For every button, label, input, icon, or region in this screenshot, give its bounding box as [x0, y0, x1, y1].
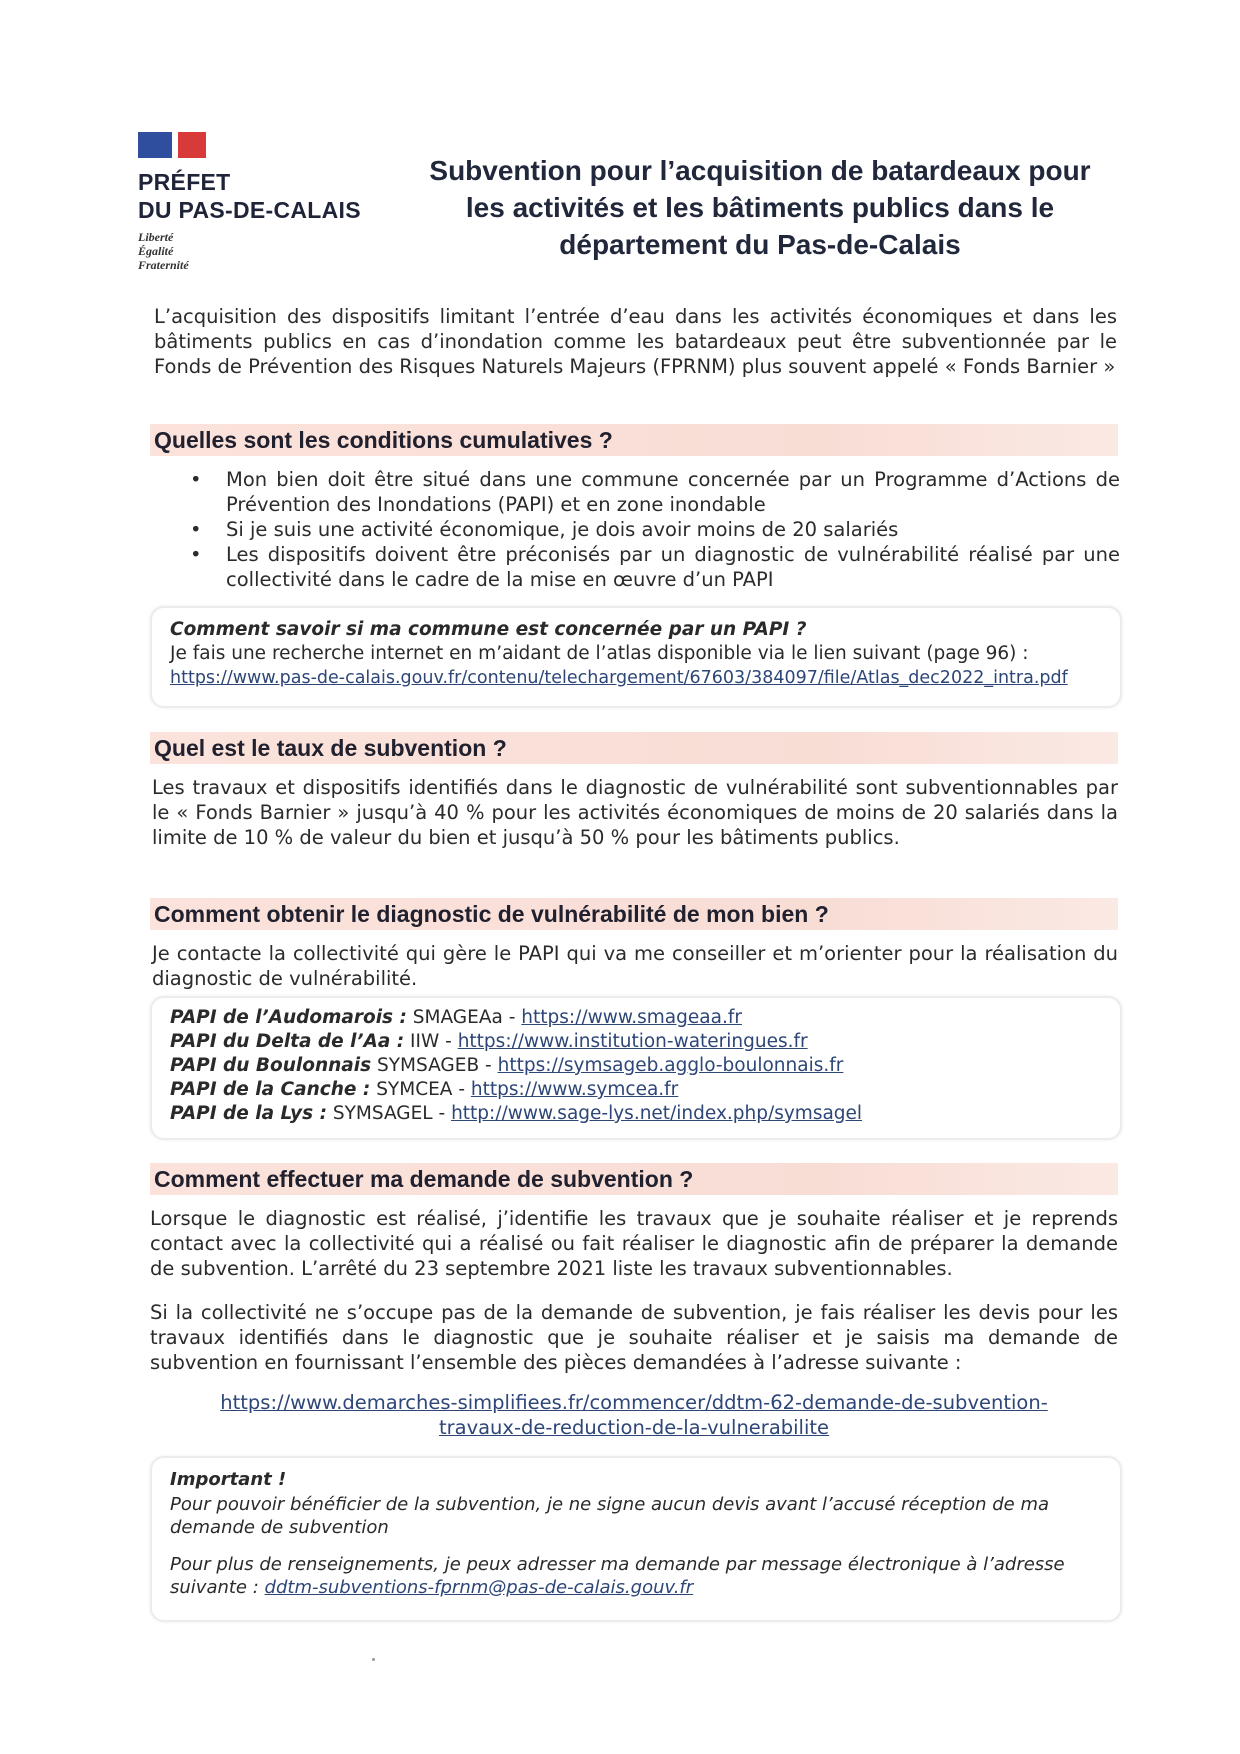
list-item: • Si je suis une activité économique, je dois avoir moins de 20 salariés	[190, 517, 1120, 542]
papi-link[interactable]: https://www.institution-wateringues.fr	[457, 1031, 808, 1052]
papi-contacts-box	[150, 996, 1122, 1140]
prefecture-logo	[138, 132, 398, 272]
important-text: Pour pouvoir bénéficier de la subvention, je ne signe aucun devis avant l’accusé réception de ma demande de subvention	[170, 1494, 1050, 1538]
list-item: • Mon bien doit être situé dans une commune concernée par un Programme d’Actions de Prévention des Inondations (PAPI) et en zone inondable	[190, 467, 1120, 517]
diagnostic-paragraph: Je contacte la collectivité qui gère le PAPI qui va me conseiller et m’orienter pour la réalisation du diagnostic de vulnérabilité.	[152, 942, 1118, 990]
contact-text: Pour plus de renseignements, je peux adresser ma demande par message électronique à l’adresse suivante : ddtm-subventions-fprnm@pas-de-calais.gouv.fr	[170, 1554, 1065, 1598]
section-heading-diagnostic: Comment obtenir le diagnostic de vulnérabilité de mon bien ?	[150, 898, 1118, 930]
intro-paragraph: L’acquisition des dispositifs limitant l’entrée d’eau dans les activités économiques et dans les bâtiments publics en cas d’inondation comme les batardeaux peut être subventionnée par le Fonds de Prévention des Risques Naturels Majeurs (FPRNM) plus souvent appelé « Fonds Barnier »	[154, 305, 1117, 378]
papi-info-box	[150, 606, 1122, 708]
papi-contact: PAPI de l’Audomarois : SMAGEAa - https://www.smageaa.fr	[170, 1007, 742, 1028]
papi-contact: PAPI du Delta de l’Aa : IIW - https://www.institution-wateringues.fr	[170, 1031, 808, 1052]
request-paragraph-2: Si la collectivité ne s’occupe pas de la demande de subvention, je fais réaliser les devis pour les travaux identifiés dans le diagnostic que je souhaite réaliser et je saisis ma demande de subvention en fournissant l’ensemble des pièces demandées à l’adresse suivante :	[150, 1301, 1118, 1374]
document-title: Subvention pour l’acquisition de batardeaux pour les activités et les bâtiments publics dans le département du Pas-de-Calais	[429, 155, 1091, 260]
papi-contact: PAPI du Boulonnais SYMSAGEB - https://symsageb.agglo-boulonnais.fr	[170, 1055, 844, 1076]
republic-motto: Liberté Égalité Fraternité	[138, 230, 189, 272]
section-heading-request: Comment effectuer ma demande de subvention ?	[150, 1163, 1118, 1195]
rate-paragraph: Les travaux et dispositifs identifiés dans le diagnostic de vulnérabilité sont subventionnables par le « Fonds Barnier » jusqu’à 40 % pour les activités économiques de moins de 20 salariés dans la limite de 10 % de valeur du bien et jusqu’à 50 % pour les bâtiments publics.	[152, 776, 1118, 849]
demarches-link-block	[150, 1390, 1118, 1440]
box-text: Je fais une recherche internet en m’aidant de l’atlas disponible via le lien suivant (page 96) :	[170, 643, 1029, 664]
scan-speck	[372, 1658, 375, 1661]
org-name-line2: DU PAS-DE-CALAIS	[138, 197, 361, 223]
papi-link[interactable]: https://www.smageaa.fr	[521, 1007, 742, 1028]
important-box	[150, 1456, 1122, 1622]
box-question: Comment savoir si ma commune est concernée par un PAPI ?	[170, 619, 807, 640]
papi-link[interactable]: http://www.sage-lys.net/index.php/symsagel	[451, 1103, 863, 1124]
contact-email-link[interactable]: ddtm-subventions-fprnm@pas-de-calais.gouv.fr	[264, 1577, 694, 1598]
conditions-list	[190, 467, 1120, 592]
demarches-link-line2[interactable]: travaux-de-reduction-de-la-vulnerabilite	[438, 1416, 830, 1439]
papi-link[interactable]: https://www.symcea.fr	[470, 1079, 679, 1100]
papi-contact: PAPI de la Lys : SYMSAGEL - http://www.sage-lys.net/index.php/symsagel	[170, 1103, 863, 1124]
org-name-line1: PRÉFET	[138, 169, 231, 195]
papi-link[interactable]: https://symsageb.agglo-boulonnais.fr	[497, 1055, 844, 1076]
section-heading-conditions: Quelles sont les conditions cumulatives ?	[150, 424, 1118, 456]
papi-contact: PAPI de la Canche : SYMCEA - https://www.symcea.fr	[170, 1079, 679, 1100]
list-item: • Les dispositifs doivent être préconisés par un diagnostic de vulnérabilité réalisé par une collectivité dans le cadre de la mise en œuvre d’un PAPI	[190, 542, 1120, 592]
important-label: Important !	[170, 1469, 287, 1490]
section-heading-rate: Quel est le taux de subvention ?	[150, 732, 1118, 764]
request-paragraph-1: Lorsque le diagnostic est réalisé, j’identifie les travaux que je souhaite réaliser et je reprends contact avec la collectivité qui a réalisé ou fait réaliser le diagnostic afin de préparer la demande de subvention. L’arrêté du 23 septembre 2021 liste les travaux subventionnables.	[150, 1207, 1118, 1280]
demarches-link-line1[interactable]: https://www.demarches-simplifiees.fr/commencer/ddtm-62-demande-de-subvention-	[220, 1391, 1048, 1414]
marianne-flag-icon	[138, 132, 206, 158]
atlas-link[interactable]: https://www.pas-de-calais.gouv.fr/contenu/telechargement/67603/384097/file/Atlas_dec2022_intra.pdf	[170, 668, 1068, 688]
